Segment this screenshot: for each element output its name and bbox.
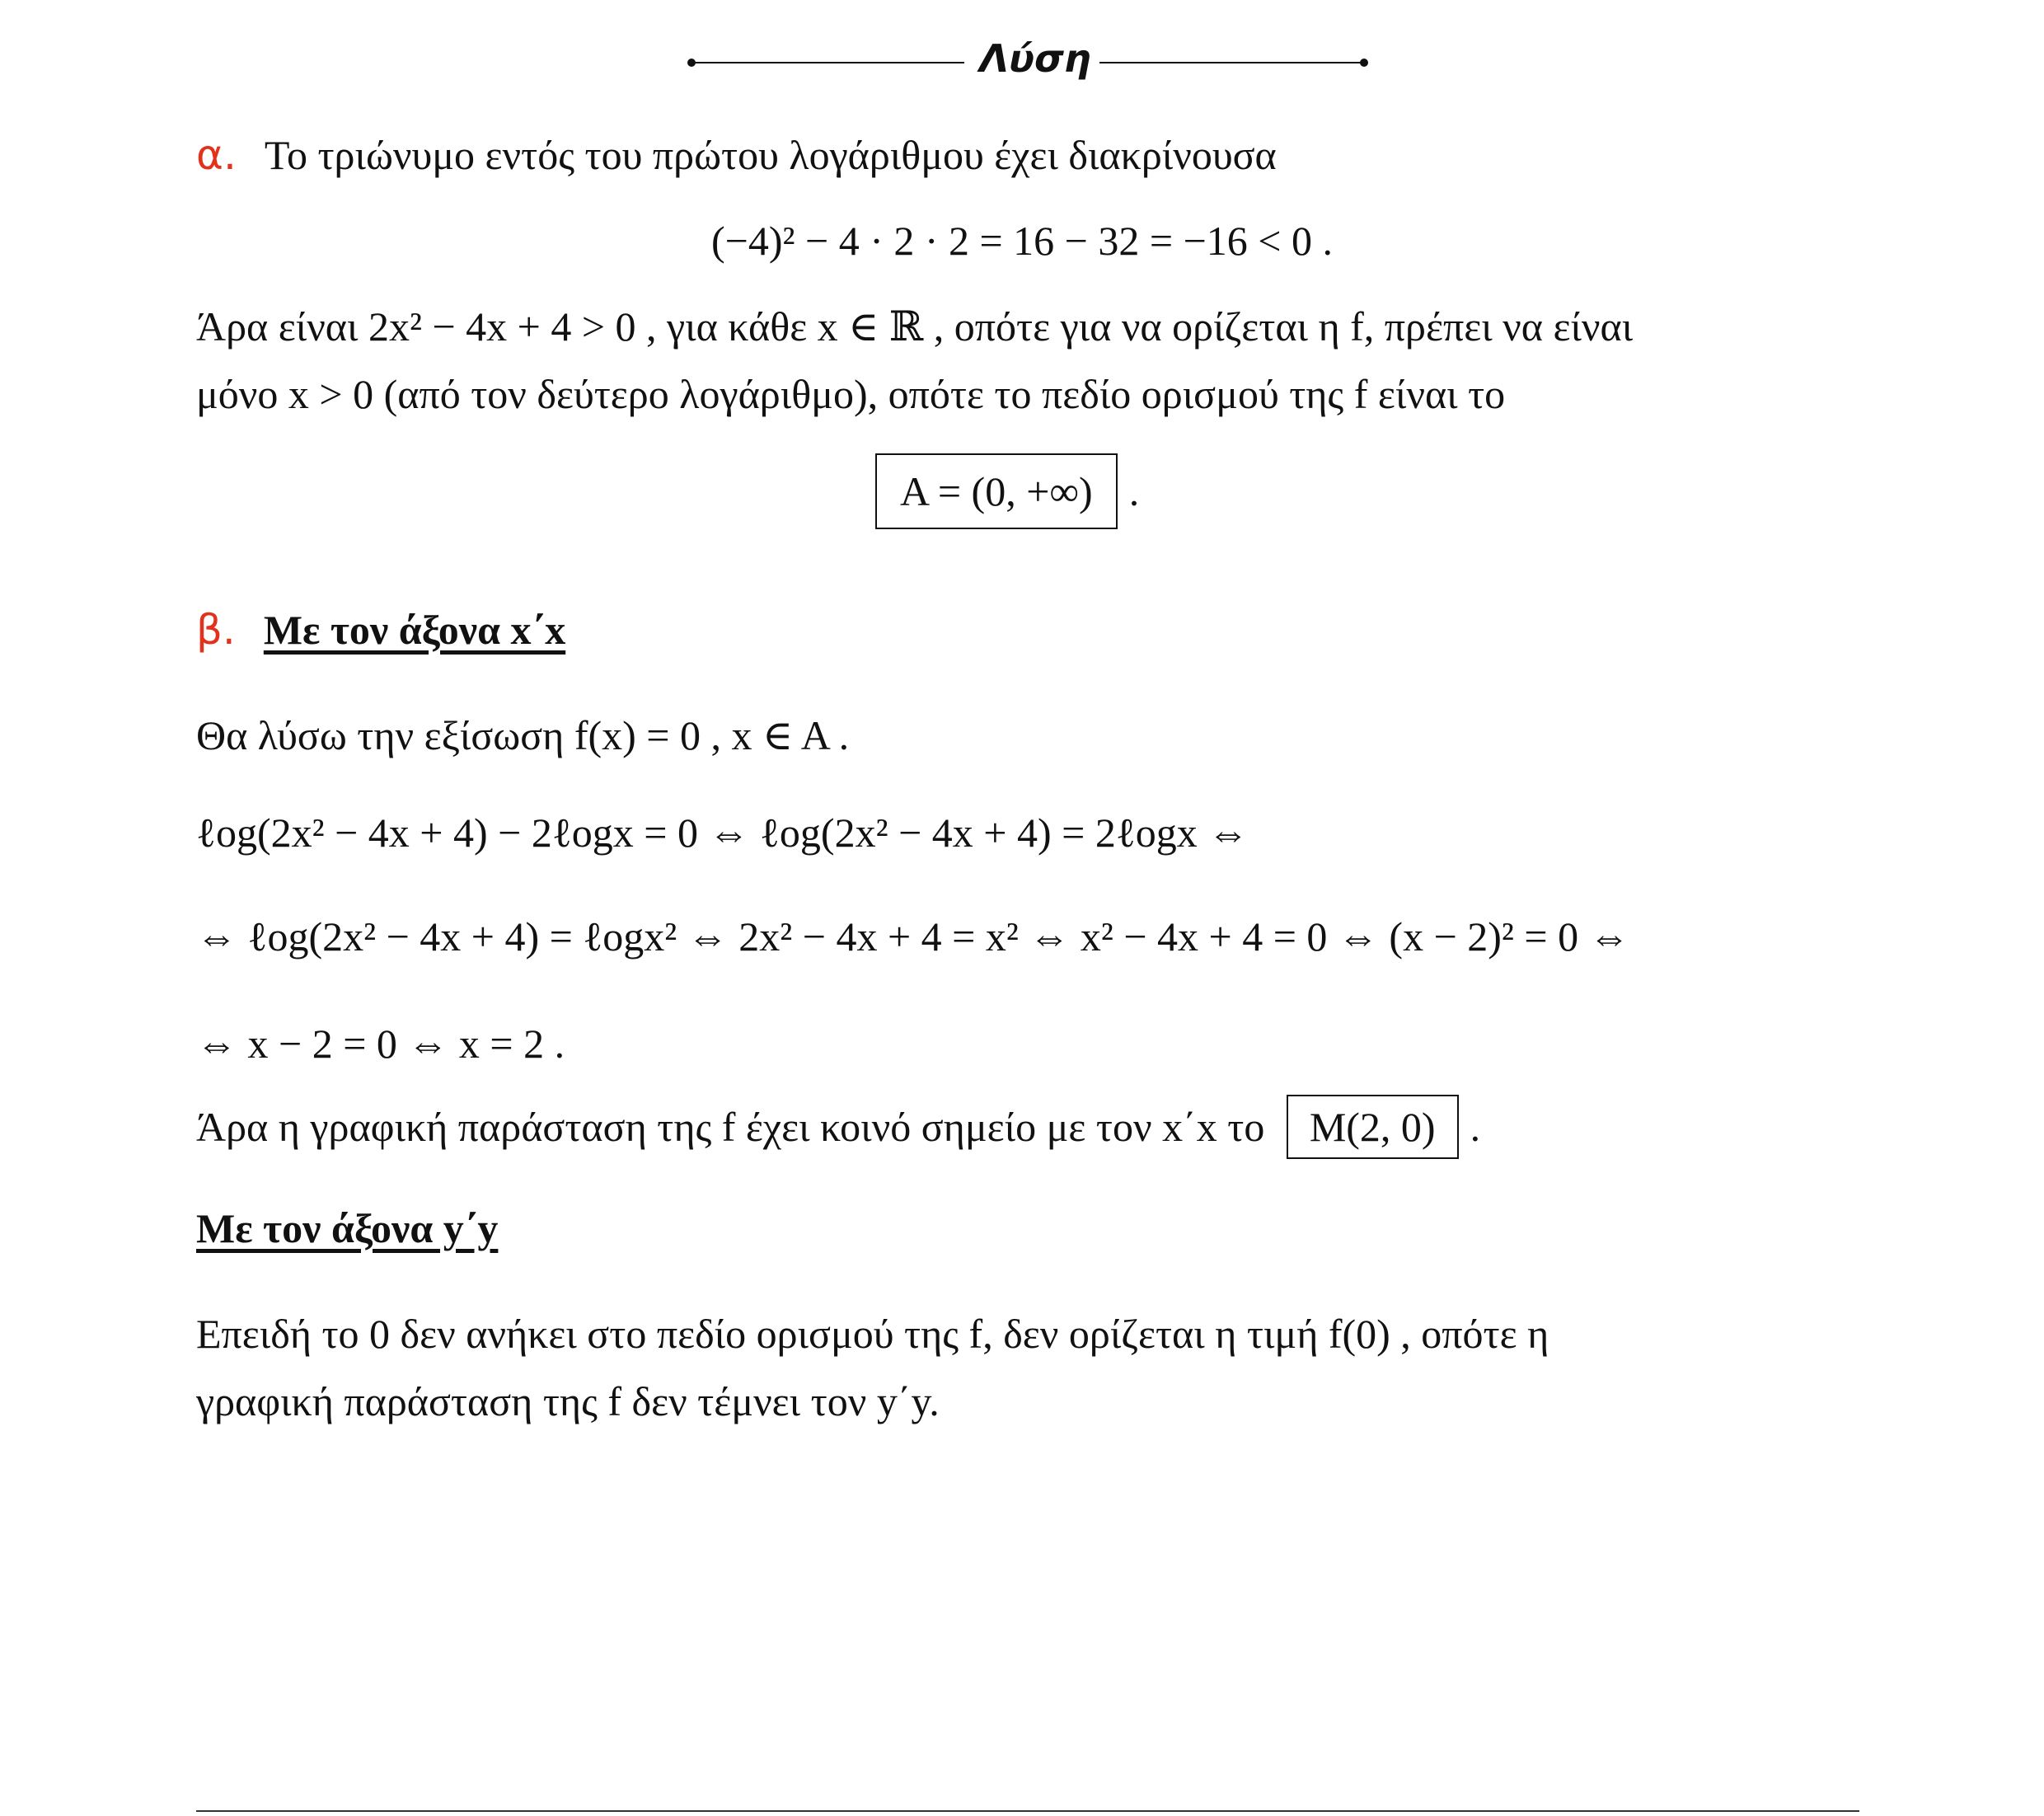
solution-header bbox=[687, 36, 1371, 86]
footer-divider bbox=[196, 1810, 1859, 1812]
x-axis-result-line bbox=[196, 1095, 1480, 1159]
equation-step-2: ⇔ ℓog(2x² − 4x + 4) = ℓogx² ⇔ 2x² − 4x + 4 = x² ⇔ x² − 4x + 4 = 0 ⇔ (x − 2)² = 0 ⇔ bbox=[196, 913, 1630, 960]
part-a-intro: Το τριώνυμο εντός του πρώτου λογάριθμου έχει διακρίνουσα bbox=[264, 132, 1277, 178]
equation-step-3: ⇔ x − 2 = 0 ⇔ x = 2 . bbox=[196, 1021, 565, 1067]
equation-step-1: ℓog(2x² − 4x + 4) − 2ℓogx = 0 ⇔ ℓog(2x² − 4x + 4) = 2ℓogx ⇔ bbox=[196, 809, 1249, 856]
header-left-rule bbox=[692, 62, 964, 63]
domain-box: A = (0, +∞) bbox=[875, 453, 1118, 529]
part-a-marker: α. bbox=[196, 131, 237, 179]
domain-result bbox=[875, 453, 1139, 529]
header-right-rule bbox=[1099, 62, 1363, 63]
header-right-dot bbox=[1360, 59, 1368, 67]
part-b-marker: β. bbox=[196, 606, 236, 654]
part-b-heading-line bbox=[196, 605, 565, 655]
part-a-conclusion-line1: Άρα είναι 2x² − 4x + 4 > 0 , για κάθε x ∈ ℝ , οπότε για να ορίζεται η f, πρέπει να είναι bbox=[196, 303, 1634, 350]
y-axis-heading-line bbox=[196, 1204, 498, 1253]
discriminant-equation: (−4)² − 4 · 2 · 2 = 16 − 32 = −16 < 0 . bbox=[711, 218, 1333, 264]
domain-end: . bbox=[1128, 468, 1140, 514]
point-box: M(2, 0) bbox=[1287, 1095, 1459, 1159]
heading-y-axis: Με τον άξονα y΄y bbox=[196, 1205, 499, 1251]
part-a-intro-line bbox=[196, 130, 1277, 180]
y-axis-line2: γραφική παράσταση της f δεν τέμνει τον y΄y. bbox=[196, 1378, 940, 1424]
header-title: Λύση bbox=[979, 36, 1091, 81]
x-axis-result-text: Άρα η γραφική παράσταση της f έχει κοινό σημείο με τον x΄x το bbox=[196, 1104, 1265, 1150]
part-a-conclusion-line2: μόνο x > 0 (από τον δεύτερο λογάριθμο), οπότε το πεδίο ορισμού της f είναι το bbox=[196, 371, 1506, 417]
heading-x-axis: Με τον άξονα x΄x bbox=[263, 607, 566, 653]
result-end: . bbox=[1470, 1104, 1481, 1150]
y-axis-line1: Επειδή το 0 δεν ανήκει στο πεδίο ορισμού της f, δεν ορίζεται η τιμή f(0) , οπότε η bbox=[196, 1311, 1549, 1357]
solve-intro: Θα λύσω την εξίσωση f(x) = 0 , x ∈ A . bbox=[196, 712, 850, 758]
